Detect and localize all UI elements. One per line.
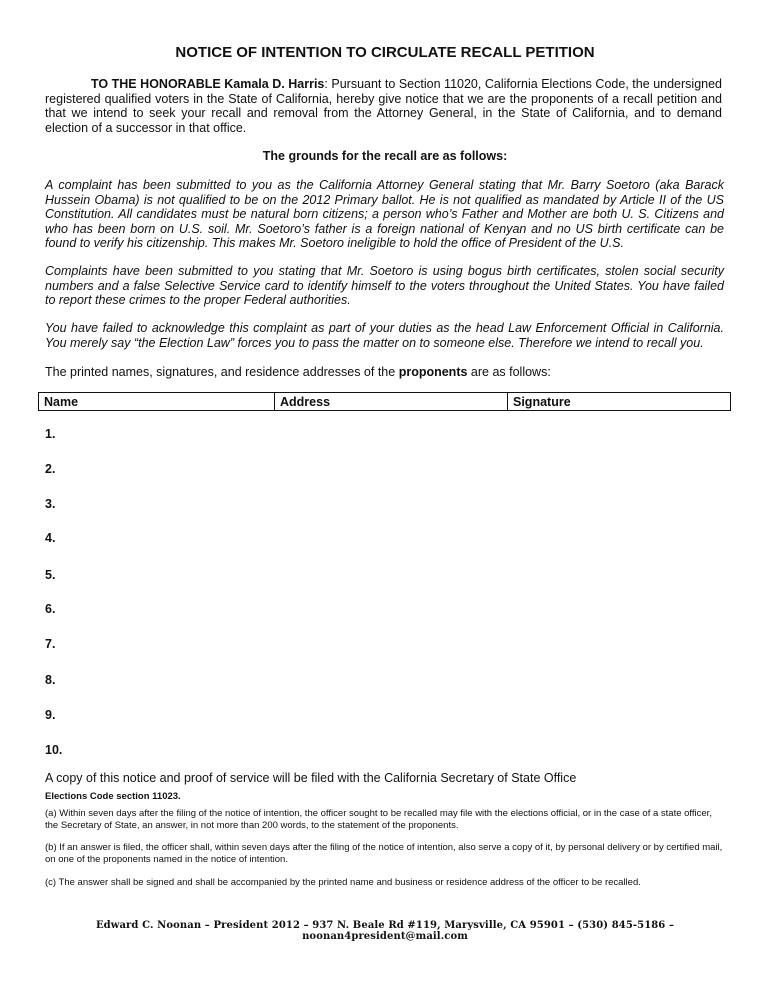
elections-code-clause-b: (b) If an answer is filed, the officer shall, within seven days after the filing of the notice of intention, also serve a copy of it, by personal delivery or by certified mail, on one of the proponents named in the notice of intention. — [45, 842, 723, 865]
column-header-address: Address — [275, 393, 508, 411]
signature-row-number: 3. — [45, 497, 56, 511]
intro-paragraph — [45, 77, 722, 135]
signature-row-number: 1. — [45, 427, 56, 441]
signature-row-number: 9. — [45, 708, 56, 722]
footer-contact-line: Edward C. Noonan – President 2012 – 937 N. Beale Rd #119, Marysville, CA 95901 – (530) 845-5186 – noonan4president@mail.com — [95, 920, 675, 942]
grounds-paragraph-1: A complaint has been submitted to you as the California Attorney General stating that Mr. Barry Soetoro (aka Barack Hussein Obama) is not qualified to be on the 2012 Primary ballot. He is not qualified as mandated by Article II of the US Constitution. All candidates must be natural born citizens; a person who’s Father and Mother are both U. S. Citizens and who has been born on U.S. soil. Mr. Soetoro’s father is a foreign national of Kenyan and no US birth certificate can be found to verify his citizenship. This makes Mr. Soetoro ineligible to hold the office of President of the U.S. — [45, 178, 724, 251]
signature-row-number: 4. — [45, 531, 56, 545]
column-header-name: Name — [39, 393, 275, 411]
intro-body: : Pursuant to Section 11020, California Elections Code, the undersigned registered qualified voters in the State of California, hereby give notice that we are the proponents of a recall petition and that we intend to seek your recall and removal from the Attorney General, in the State of California, and to demand election of a successor in that office. — [45, 77, 722, 135]
copy-filing-note: A copy of this notice and proof of service will be filed with the California Secretary of State Office — [45, 771, 577, 785]
column-header-signature: Signature — [508, 393, 731, 411]
grounds-heading: The grounds for the recall are as follows: — [262, 149, 508, 163]
signature-row-number: 6. — [45, 602, 56, 616]
signature-row-number: 5. — [45, 568, 56, 582]
signature-table-header — [38, 392, 731, 411]
signature-row-number: 10. — [45, 743, 63, 757]
signature-row-number: 2. — [45, 462, 56, 476]
elections-code-clause-a: (a) Within seven days after the filing of the notice of intention, the officer sought to be recalled may file with the elections official, or in the case of a state officer, the Secretary of State, an answer, in not more than 200 words, to the statement of the proponents. — [45, 808, 712, 831]
grounds-paragraph-2: Complaints have been submitted to you stating that Mr. Soetoro is using bogus birth certificates, stolen social security numbers and a false Selective Service card to identify himself to the voters throughout the United States. You have failed to report these crimes to the proper Federal authorities. — [45, 264, 724, 308]
signature-row-number: 7. — [45, 637, 56, 651]
addressee: TO THE HONORABLE Kamala D. Harris — [91, 77, 325, 91]
signature-row-number: 8. — [45, 673, 56, 687]
elections-code-heading: Elections Code section 11023. — [45, 791, 181, 802]
grounds-paragraph-3: You have failed to acknowledge this complaint as part of your duties as the head Law Enforcement Official in California. You merely say “the Election Law” forces you to pass the matter on to someone else. Therefore we intend to recall you. — [45, 321, 724, 350]
elections-code-clause-c: (c) The answer shall be signed and shall be accompanied by the printed name and business or residence address of the officer to be recalled. — [45, 877, 641, 888]
proponents-intro: The printed names, signatures, and residence addresses of the proponents are as follows: — [45, 365, 551, 379]
page-title: NOTICE OF INTENTION TO CIRCULATE RECALL PETITION — [175, 44, 595, 61]
